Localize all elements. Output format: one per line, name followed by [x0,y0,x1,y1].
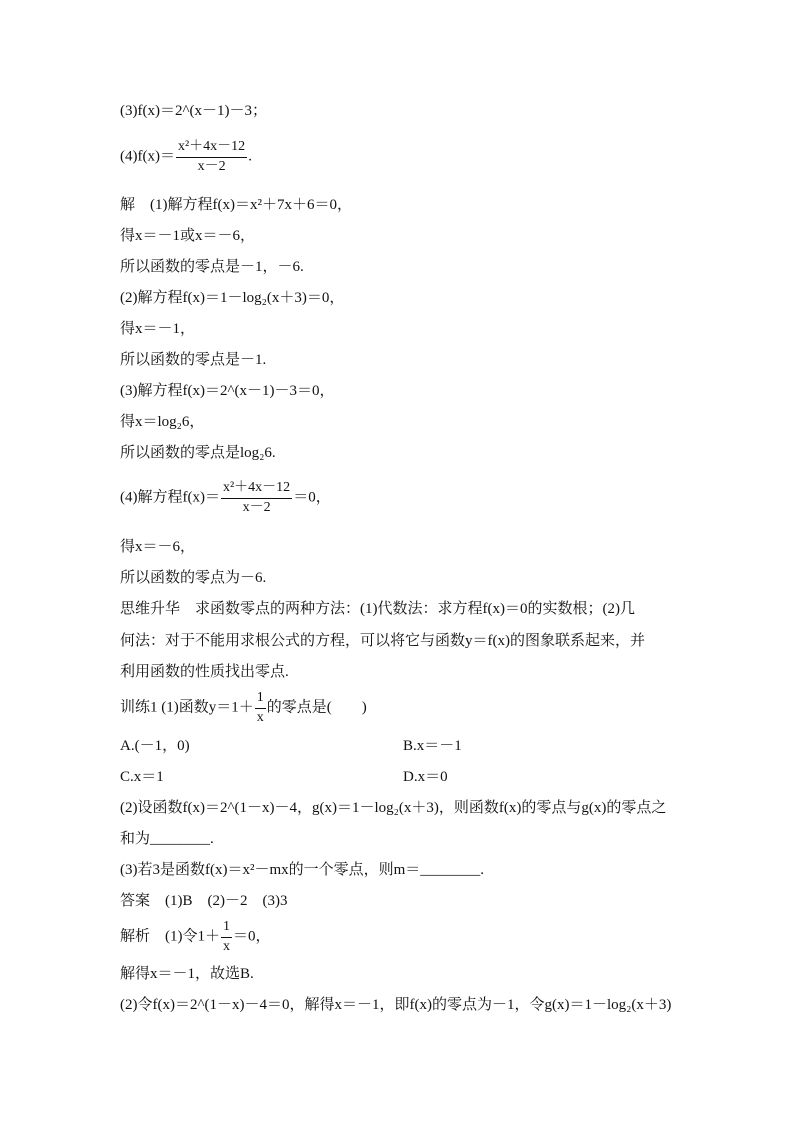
line-answer: 答案 (1)B (2)－2 (3)3 [120,893,288,909]
line-exercise-3: (3)若3是函数f(x)＝x²－mx的一个零点，则m＝________. [120,862,485,878]
exercise-1-fraction [255,691,266,725]
problem-4-fraction [176,140,247,174]
line-exercise-1 [120,691,367,725]
analysis-1-fraction [221,920,232,954]
exercise-1-suffix: 的零点是( ) [266,699,367,716]
line-problem-4 [120,140,252,174]
line-summary-3: 利用函数的性质找出零点. [120,664,289,680]
option-d: D.x＝0 [403,769,448,785]
line-summary-1: 思维升华 求函数零点的两种方法：(1)代数法：求方程f(x)＝0的实数根；(2)几 [120,601,635,617]
line-solution-2-result: 得x＝－1， [120,321,196,337]
line-solution-1-conclusion: 所以函数的零点是－1，－6. [120,259,304,275]
line-solution-3-conclusion: 所以函数的零点是log₂6. [120,445,276,461]
line-analysis-1-result: 解得x＝－1，故选B. [120,966,254,982]
line-exercise-2: (2)设函数f(x)＝2^(1－x)－4，g(x)＝1－log₂(x＋3)，则函数f(x)的零点与g(x)的零点之 [120,800,667,816]
line-summary-2: 何法：对于不能用求根公式的方程，可以将它与函数y＝f(x)的图象联系起来，并 [120,633,645,649]
solution-4-fraction [221,481,292,515]
line-solution-4 [120,481,331,515]
solution-4-prefix: (4)解方程f(x)＝ [120,489,220,506]
line-problem-3: (3)f(x)＝2^(x－1)－3； [120,103,268,119]
fraction-numerator: 1 [255,691,266,709]
exercise-1-prefix: 训练1 (1)函数y＝1＋ [120,699,254,716]
line-solution-3: (3)解方程f(x)＝2^(x－1)－3＝0， [120,383,335,399]
fraction-numerator: x²＋4x－12 [221,481,292,499]
line-solution-4-result: 得x＝－6， [120,539,196,555]
line-analysis-1 [120,920,271,954]
fraction-numerator: x²＋4x－12 [176,140,247,158]
analysis-1-prefix: 解析 (1)令1＋ [120,928,220,945]
line-solution-1-result: 得x＝－1或x＝－6， [120,228,256,244]
fraction-denominator: x [256,709,264,725]
problem-4-suffix: . [248,148,252,165]
option-b: B.x＝－1 [403,738,462,754]
line-solution-3-result: 得x＝log₂6， [120,414,205,430]
line-exercise-2-cont: 和为________. [120,831,214,847]
line-solution-2: (2)解方程f(x)＝1－log₂(x＋3)＝0， [120,290,345,306]
line-solution-2-conclusion: 所以函数的零点是－1. [120,352,267,368]
fraction-numerator: 1 [221,920,232,938]
line-solution-4-conclusion: 所以函数的零点为－6. [120,570,267,586]
option-a: A.(－1，0) [120,738,190,754]
analysis-1-suffix: ＝0， [233,928,271,945]
line-analysis-2: (2)令f(x)＝2^(1－x)－4＝0，解得x＝－1，即f(x)的零点为－1，令g(x)＝1－log₂(x＋3) [120,997,672,1013]
option-c: C.x＝1 [120,769,164,785]
line-solution-1: 解 (1)解方程f(x)＝x²＋7x＋6＝0， [120,197,352,213]
problem-4-prefix: (4)f(x)＝ [120,148,175,165]
solution-4-suffix: ＝0， [293,489,331,506]
fraction-denominator: x [223,938,230,954]
fraction-denominator: x－2 [242,499,271,515]
fraction-denominator: x－2 [197,158,226,174]
